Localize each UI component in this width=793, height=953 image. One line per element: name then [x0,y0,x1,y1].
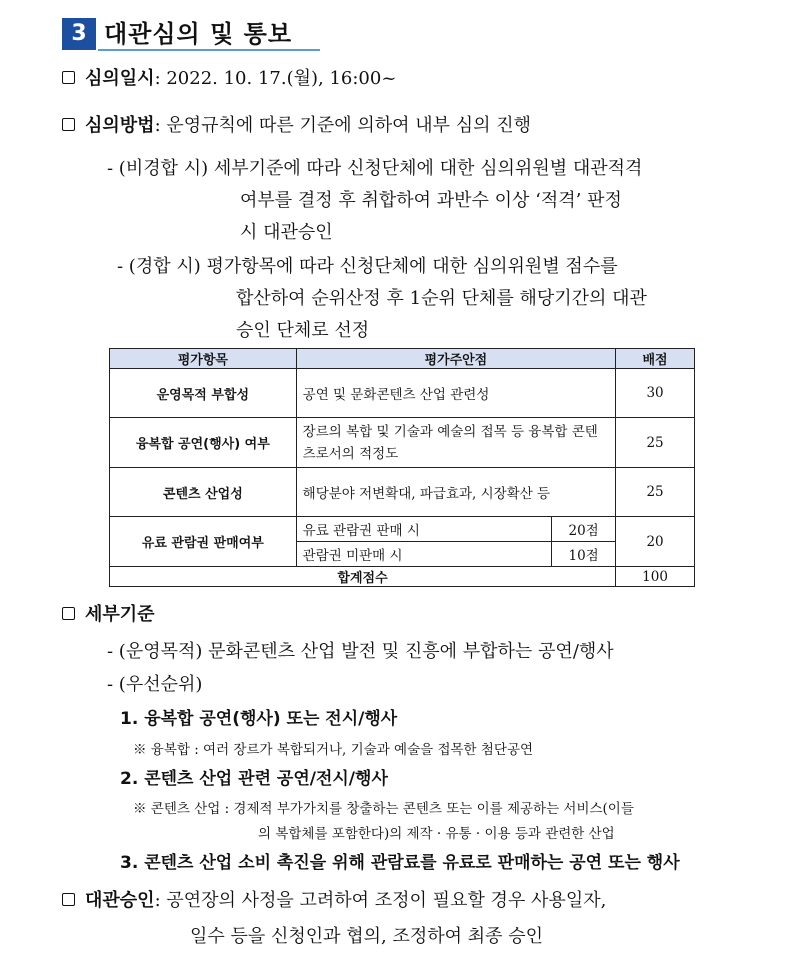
ticket-option-free: 관람권 미판매 시 [296,542,551,567]
method-text: : 운영규칙에 따른 기준에 의하여 내부 심의 진행 [154,115,532,136]
bullet-criteria [62,600,155,626]
bullet-approval [62,886,606,912]
priority-1: 1. 융복합 공연(행사) 또는 전시/행사 [120,709,398,729]
table-row [110,517,695,542]
criteria-label: 세부기준 [85,604,155,625]
total-score: 100 [616,567,695,587]
row-point: 장르의 복합 및 기술과 예술의 접목 등 융복합 콘텐츠로서의 적정도 [296,418,615,468]
row-score: 25 [616,418,695,468]
method-label: 심의방법 [85,115,155,136]
row-score: 25 [616,468,695,517]
ticket-option-free-score: 10점 [552,542,616,567]
table-row [110,369,695,418]
table-header-row [110,349,695,369]
schedule-label: 심의일시 [85,68,155,89]
priority-2-note-line1: ※ 콘텐츠 산업 : 경제적 부가가치를 창출하는 콘텐츠 또는 이를 제공하는 서비스(이들 [133,801,634,817]
checkbox-square-icon [62,71,75,84]
table-total-row [110,567,695,587]
checkbox-square-icon [62,118,75,131]
noncompetitive-line2: 여부를 결정 후 취합하여 과반수 이상 ‘적격’ 판정 [240,190,622,211]
total-label: 합계점수 [110,567,616,587]
noncompetitive-line1: - (비경합 시) 세부기준에 따라 신청단체에 대한 심의위원별 대관적격 [107,158,643,179]
row-item: 융복합 공연(행사) 여부 [110,418,297,468]
ticket-item: 유료 관람권 판매여부 [110,517,297,567]
row-point: 공연 및 문화콘텐츠 산업 관련성 [296,369,615,418]
row-point: 해당분야 저변확대, 파급효과, 시장확산 등 [296,468,615,517]
header-score: 배점 [616,349,695,369]
schedule-text: : 2022. 10. 17.(월), 16:00~ [154,68,397,89]
row-score: 30 [616,369,695,418]
priority-3: 3. 콘텐츠 산업 소비 촉진을 위해 관람료를 유료로 판매하는 공연 또는 행사 [120,853,680,873]
priority-2-note-line2: 의 복합체를 포함한다)의 제작 · 유통 · 이용 등과 관련한 산업 [258,826,615,842]
evaluation-table [109,348,695,587]
competitive-line3: 승인 단체로 선정 [236,320,370,341]
section-title: 대관심의 및 통보 [104,20,292,48]
checkbox-square-icon [62,607,75,620]
header-point: 평가주안점 [296,349,615,369]
ticket-score: 20 [616,517,695,567]
criteria-purpose: - (운영목적) 문화콘텐츠 산업 발전 및 진흥에 부합하는 공연/행사 [107,641,614,662]
approval-line2: 일수 등을 신청인과 협의, 조정하여 최종 승인 [190,926,544,947]
section-underline [98,49,320,51]
header-item: 평가항목 [110,349,297,369]
approval-text: : 공연장의 사정을 고려하여 조정이 필요할 경우 사용일자, [154,890,607,911]
row-item: 콘텐츠 산업성 [110,468,297,517]
competitive-line2: 합산하여 순위산정 후 1순위 단체를 해당기간의 대관 [236,288,647,309]
bullet-schedule [62,64,396,90]
table-row [110,468,695,517]
checkbox-square-icon [62,893,75,906]
row-item: 운영목적 부합성 [110,369,297,418]
priority-2: 2. 콘텐츠 산업 관련 공연/전시/행사 [120,769,388,789]
ticket-option-paid: 유료 관람권 판매 시 [296,517,551,542]
section-number: 3 [62,18,96,50]
section-heading [62,18,320,52]
ticket-option-paid-score: 20점 [552,517,616,542]
criteria-priority: - (우선순위) [107,674,203,695]
table-row [110,418,695,468]
priority-1-note: ※ 융복합 : 여러 장르가 복합되거나, 기술과 예술을 접목한 첨단공연 [133,742,534,758]
competitive-line1: - (경합 시) 평가항목에 따라 신청단체에 대한 심의위원별 점수를 [117,256,618,277]
approval-label: 대관승인 [85,890,155,911]
noncompetitive-line3: 시 대관승인 [240,222,333,243]
bullet-method [62,111,531,137]
